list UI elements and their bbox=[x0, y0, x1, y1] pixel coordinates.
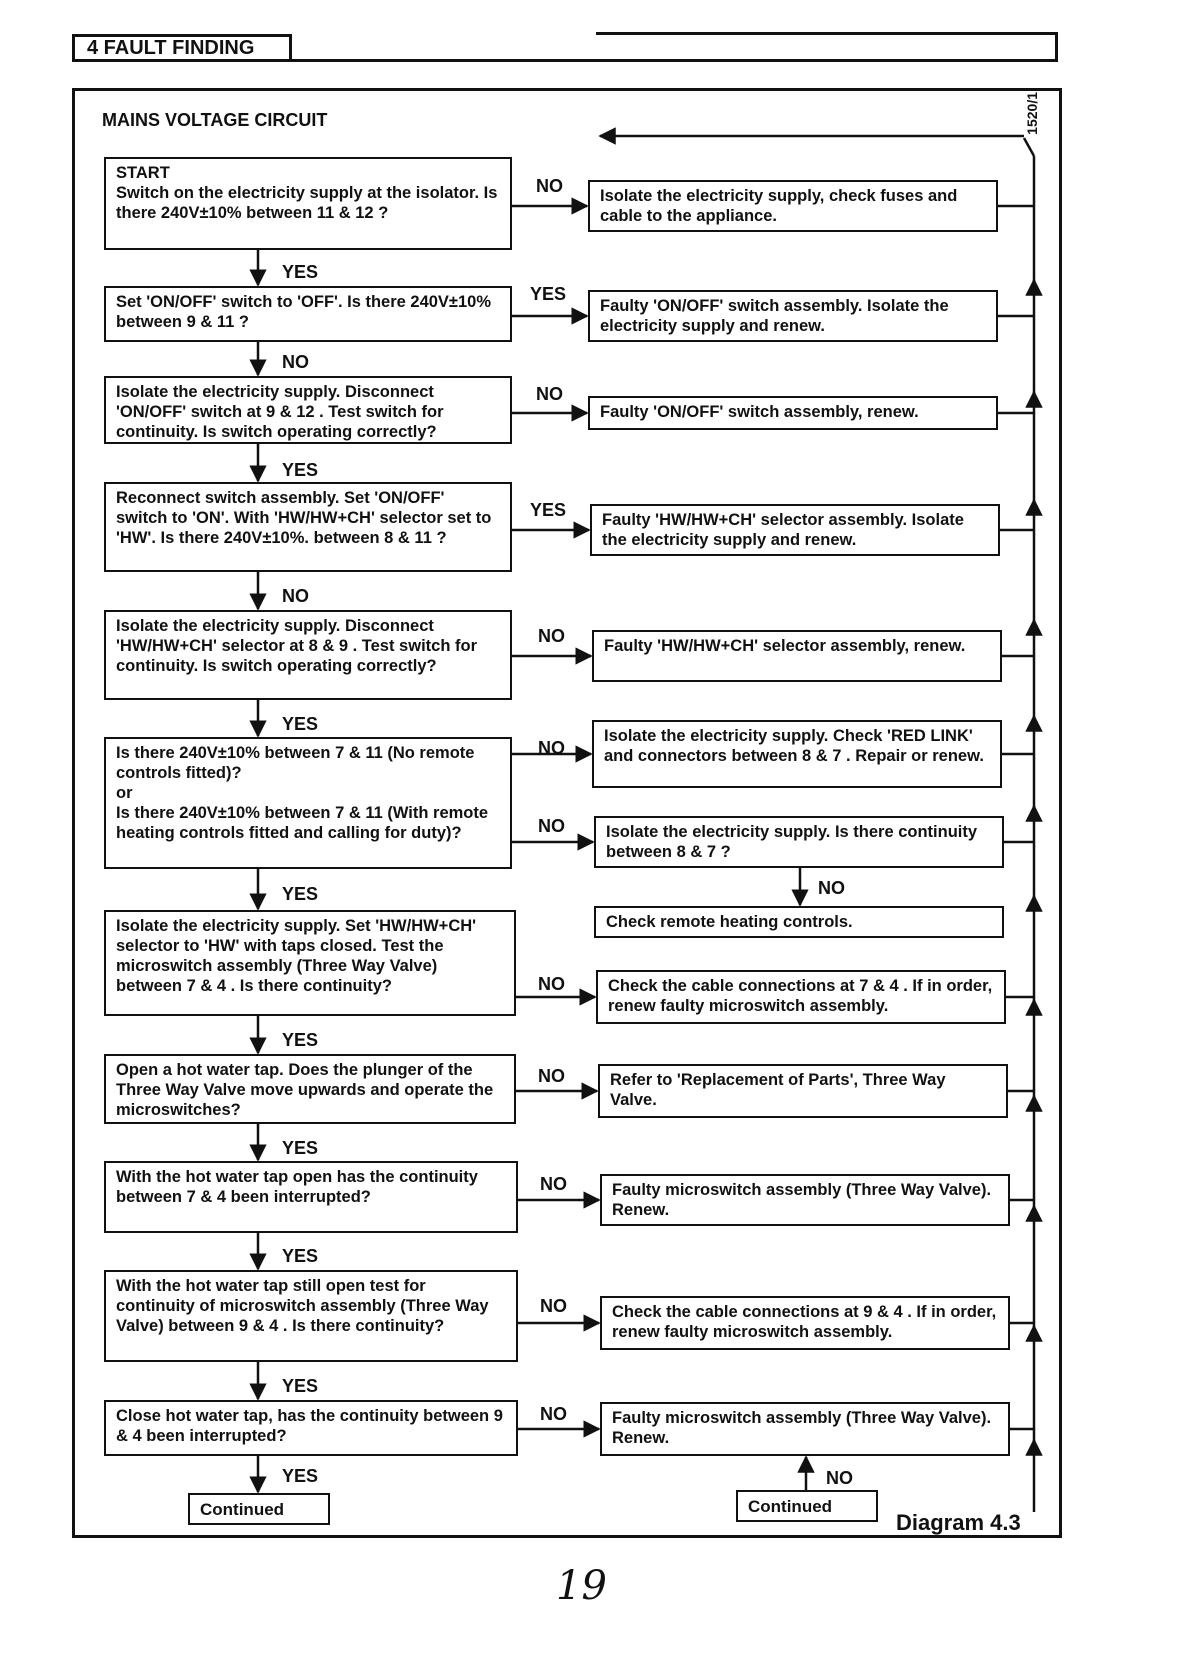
fault-box-2: Faulty 'ON/OFF' switch assembly. Isolate the electricity supply and renew. bbox=[588, 290, 998, 342]
return-corner bbox=[1024, 138, 1034, 156]
remote-branch-label: NO bbox=[818, 878, 845, 898]
fault-box-11: Faulty microswitch assembly (Three Way Valve). Renew. bbox=[600, 1402, 1010, 1456]
branch-label-6b: NO bbox=[538, 816, 565, 836]
down-label-9: YES bbox=[282, 1246, 319, 1266]
branch-label-11: NO bbox=[540, 1404, 567, 1424]
step-box-1: START Switch on the electricity supply at the isolator. Is there 240V±10% between 11 & 12 ? bbox=[104, 157, 512, 250]
diagram-caption: Diagram 4.3 bbox=[896, 1510, 1021, 1535]
fault-box-7: Check the cable connections at 7 & 4 . If in order, renew faulty microswitch assembly. bbox=[596, 970, 1006, 1024]
branch-label-8: NO bbox=[538, 1066, 565, 1086]
step-box-11: Close hot water tap, has the continuity between 9 & 4 been interrupted? bbox=[104, 1400, 518, 1456]
step-box-4: Reconnect switch assembly. Set 'ON/OFF' switch to 'ON'. With 'HW/HW+CH' selector set to 'HW'. Is there 240V±10%. between 8 & 11 ? bbox=[104, 482, 512, 572]
section-title: MAINS VOLTAGE CIRCUIT bbox=[102, 110, 328, 130]
fault-box-8: Refer to 'Replacement of Parts', Three Way Valve. bbox=[598, 1064, 1008, 1118]
branch-label-10: NO bbox=[540, 1296, 567, 1316]
page-number: 19 bbox=[556, 1563, 607, 1609]
step-box-6: Is there 240V±10% between 7 & 11 (No remote controls fitted)? or Is there 240V±10% between 7 & 11 (With remote heating controls fitted and calling for duty)? bbox=[104, 737, 512, 869]
down-label-3: YES bbox=[282, 460, 319, 480]
down-label-8: YES bbox=[282, 1138, 319, 1158]
fault-box-6a: Isolate the electricity supply. Check 'RED LINK' and connectors between 8 & 7 . Repair or renew. bbox=[592, 720, 1002, 788]
step-box-8: Open a hot water tap. Does the plunger of the Three Way Valve move upwards and operate the microswitches? bbox=[104, 1054, 516, 1124]
step-box-2: Set 'ON/OFF' switch to 'OFF'. Is there 240V±10% between 9 & 11 ? bbox=[104, 286, 512, 342]
fault-box-5: Faulty 'HW/HW+CH' selector assembly, renew. bbox=[592, 630, 1002, 682]
fault-box-1: Isolate the electricity supply, check fuses and cable to the appliance. bbox=[588, 180, 998, 232]
down-label-6: YES bbox=[282, 884, 319, 904]
branch-label-3: NO bbox=[536, 384, 563, 404]
fault-box-3: Faulty 'ON/OFF' switch assembly, renew. bbox=[588, 396, 998, 430]
branch-label-7: NO bbox=[538, 974, 565, 994]
down-label-2: NO bbox=[282, 352, 309, 372]
step-box-7: Isolate the electricity supply. Set 'HW/HW+CH' selector to 'HW' with taps closed. Test the microswitch assembly (Three Way Valve) between 7 & 4 . Is there continuity? bbox=[104, 910, 516, 1016]
fault-box-6c: Check remote heating controls. bbox=[594, 906, 1004, 938]
fault-box-6b: Isolate the electricity supply. Is there continuity between 8 & 7 ? bbox=[594, 816, 1004, 868]
fault-box-4: Faulty 'HW/HW+CH' selector assembly. Isolate the electricity supply and renew. bbox=[590, 504, 1000, 556]
fault-box-10: Check the cable connections at 9 & 4 . If in order, renew faulty microswitch assembly. bbox=[600, 1296, 1010, 1350]
down-label-10: YES bbox=[282, 1376, 319, 1396]
section-header: 4 FAULT FINDING bbox=[72, 34, 292, 62]
continued-right-branch-label: NO bbox=[826, 1468, 853, 1488]
down-label-1: YES bbox=[282, 262, 319, 282]
step-box-9: With the hot water tap open has the continuity between 7 & 4 been interrupted? bbox=[104, 1161, 518, 1233]
branch-label-5: NO bbox=[538, 626, 565, 646]
fault-box-9: Faulty microswitch assembly (Three Way Valve). Renew. bbox=[600, 1174, 1010, 1226]
branch-label-4: YES bbox=[530, 500, 567, 520]
branch-label-2: YES bbox=[530, 284, 567, 304]
continued-left-box: Continued bbox=[188, 1493, 330, 1525]
down-label-4: NO bbox=[282, 586, 309, 606]
step-box-3: Isolate the electricity supply. Disconnect 'ON/OFF' switch at 9 & 12 . Test switch for continuity. Is switch operating correctly? bbox=[104, 376, 512, 444]
continued-right-box: Continued bbox=[736, 1490, 878, 1522]
figure-code: 1520/1 bbox=[1024, 92, 1040, 135]
step-box-10: With the hot water tap still open test for continuity of microswitch assembly (Three Way Valve) between 9 & 4 . Is there continuity? bbox=[104, 1270, 518, 1362]
step-box-5: Isolate the electricity supply. Disconnect 'HW/HW+CH' selector at 8 & 9 . Test switch for continuity. Is switch operating correctly? bbox=[104, 610, 512, 700]
down-label-5: YES bbox=[282, 714, 319, 734]
down-label-7: YES bbox=[282, 1030, 319, 1050]
down-label-11: YES bbox=[282, 1466, 319, 1486]
branch-label-9: NO bbox=[540, 1174, 567, 1194]
branch-label-6a: NO bbox=[538, 738, 565, 758]
branch-label-1: NO bbox=[536, 176, 563, 196]
